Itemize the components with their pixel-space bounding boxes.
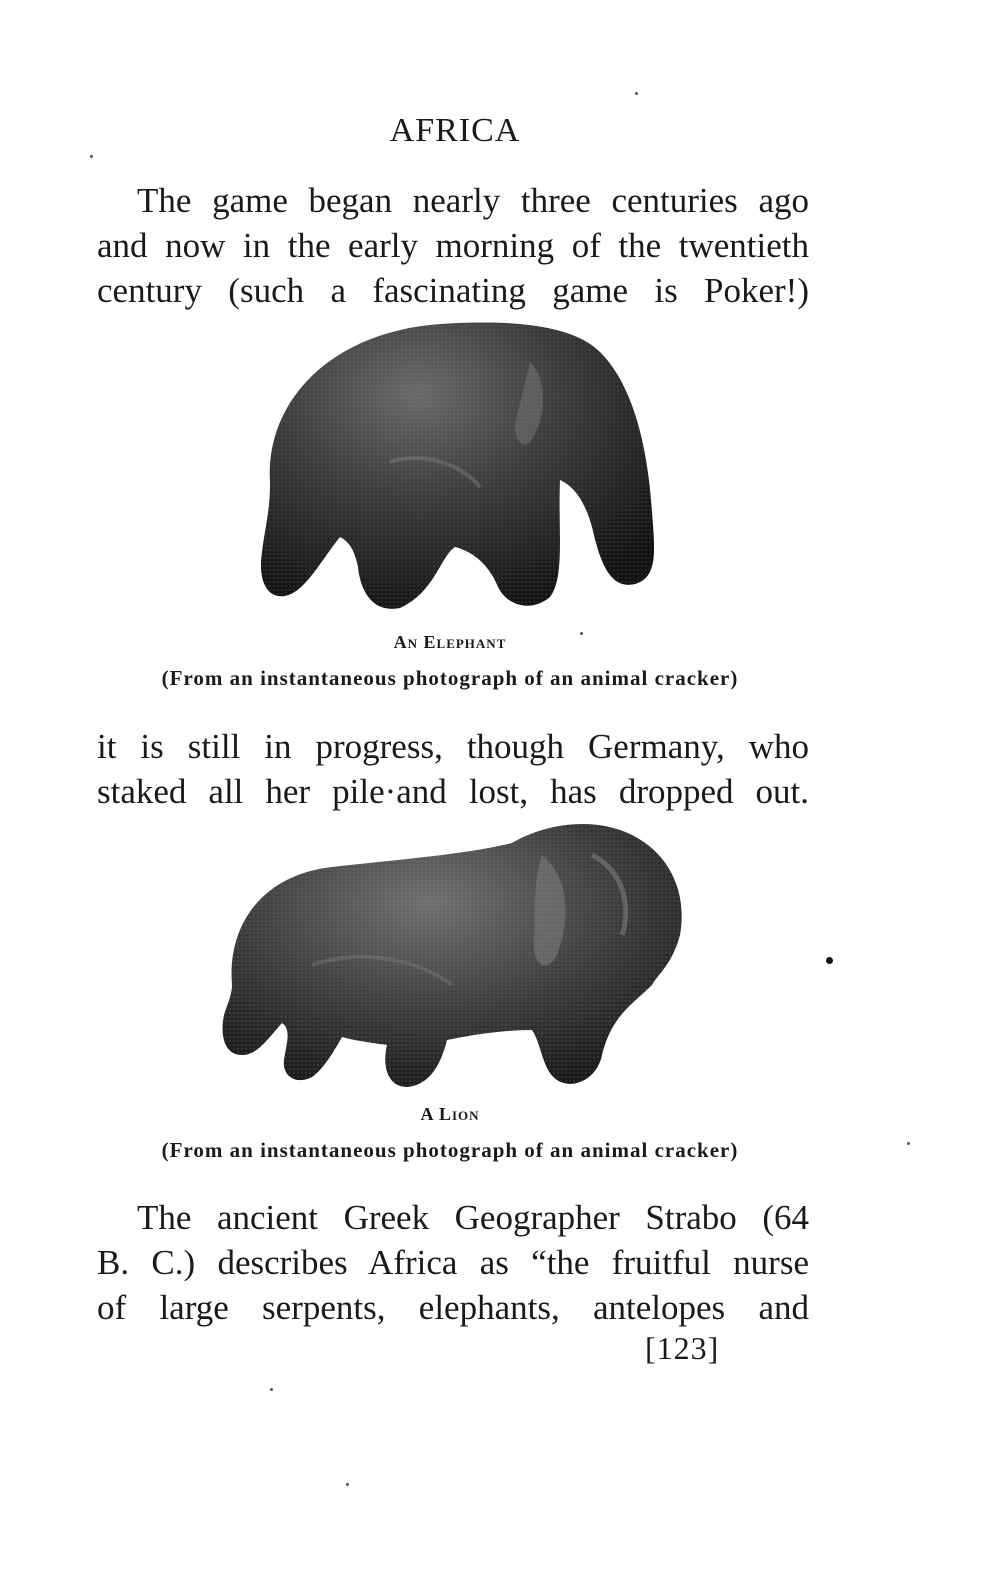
lion-cracker-photo: [212, 815, 692, 1100]
text-line: of large serpents, elephants, antelopes and: [97, 1288, 809, 1327]
figure-2-title: A Lion: [420, 1104, 480, 1124]
scan-speck: [826, 957, 833, 964]
text-line: The game began nearly three centuries ago: [137, 181, 809, 220]
text-line: The ancient Greek Geographer Strabo (64: [137, 1198, 809, 1237]
page-number: [123]: [645, 1330, 720, 1366]
elephant-cracker-photo: [240, 312, 670, 617]
scan-speck: [270, 1388, 273, 1391]
scan-speck: [635, 92, 638, 95]
figure-1-caption: (From an instantaneous photograph of an animal cracker): [161, 666, 739, 690]
scan-speck: [90, 155, 93, 158]
text-line: it is still in progress, though Germany, who: [97, 727, 809, 766]
paragraph-1: [97, 178, 809, 313]
paragraph-3: [97, 1195, 809, 1330]
text-line: and now in the early morning of the twentieth: [97, 226, 809, 265]
figure-1-title: An Elephant: [393, 632, 507, 652]
scan-speck: [907, 1142, 910, 1145]
scan-speck: [580, 632, 583, 635]
running-head: AFRICA: [389, 112, 521, 149]
scan-speck: [346, 1483, 349, 1486]
figure-2-caption: (From an instantaneous photograph of an animal cracker): [161, 1138, 739, 1162]
text-line: staked all her pile·and lost, has dropped out.: [97, 772, 809, 811]
paragraph-2: [97, 724, 809, 814]
text-line: century (such a fascinating game is Poker!): [97, 271, 809, 310]
text-line: B. C.) describes Africa as “the fruitful nurse: [97, 1243, 809, 1282]
